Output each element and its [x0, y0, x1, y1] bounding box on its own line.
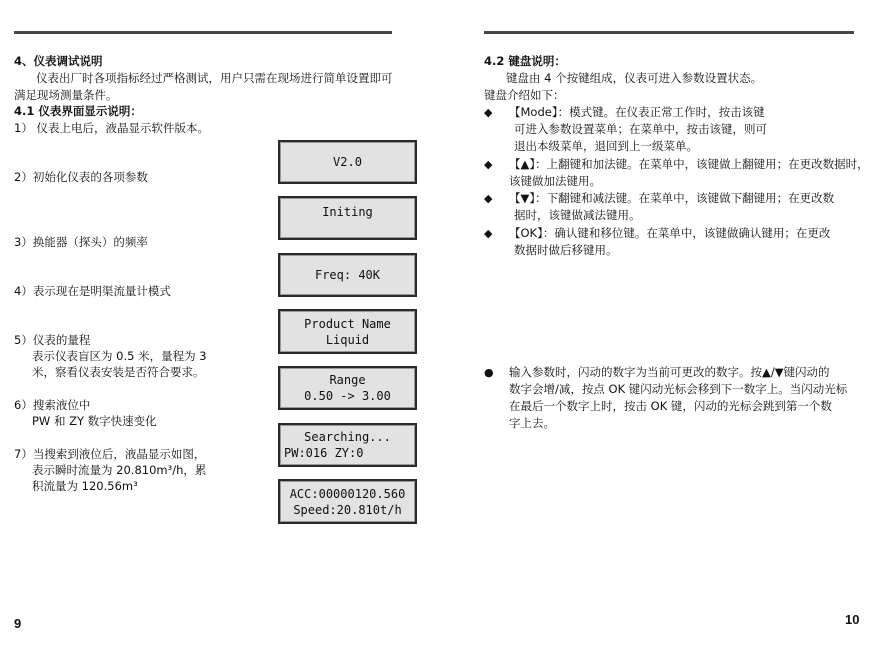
note-line-1: 输入参数时，闪动的数字为当前可更改的数字。按▲/▼键闪动的: [509, 365, 830, 379]
lcd-line: Product Name: [304, 316, 391, 331]
item-7-detail-1: 表示瞬时流量为 20.810m³/h，累: [32, 463, 207, 477]
lcd-line: 0.50 -> 3.00: [304, 389, 391, 403]
lcd-line: Initing: [322, 205, 373, 219]
right-top-rule: [484, 31, 854, 34]
lcd-line: Range: [329, 373, 366, 387]
note-line-4: 字上去。: [509, 416, 555, 430]
ok-key-line-1: 【OK】：确认键和移位键。在菜单中，该键做确认键用；在更改: [509, 226, 831, 240]
lcd-line: Searching...: [304, 430, 391, 444]
up-key-line-2: 该键做加法键用。: [509, 174, 601, 188]
intro-line-1: 仪表出厂时各项指标经过严格测试，用户只需在现场进行简单设置即可: [36, 71, 393, 85]
item-3: 3）换能器（探头）的频率: [14, 235, 148, 249]
item-5-detail-2: 米，察看仪表安装是否符合要求。: [32, 365, 205, 379]
down-key-line-2: 据时，该键做减法键用。: [514, 208, 641, 222]
item-5: 5）仪表的量程: [14, 333, 91, 347]
lcd-product-name: [278, 309, 417, 354]
page-number-left: 9: [14, 616, 22, 631]
mode-key-line-2: 可进入参数设置菜单；在菜单中，按击该键，则可: [514, 122, 767, 136]
diamond-bullet-icon: ◆: [484, 106, 493, 119]
keyboard-intro-2: 键盘介绍如下：: [484, 88, 565, 102]
mode-key-line-3: 退出本级菜单，退回到上一级菜单。: [514, 139, 698, 153]
up-key-line-1: 【▲】：上翻键和加法键。在菜单中，该键做上翻键用；在更改数据时，: [509, 157, 869, 171]
intro-line-2: 满足现场测量条件。: [14, 88, 118, 102]
item-7-detail-2: 积流量为 120.56m³: [32, 479, 138, 493]
lcd-line: ACC:00000120.560: [289, 486, 406, 501]
mode-key-line-1: 【Mode】：模式键。在仪表正常工作时，按击该键: [509, 105, 765, 119]
lcd-accumulated-flow: [278, 479, 417, 524]
lcd-line: Liquid: [325, 332, 370, 347]
page-number-right: 10: [845, 612, 860, 627]
item-6: 6）搜索液位中: [14, 398, 91, 412]
note-line-2: 数字会增/减，按点 OK 键闪动光标会移到下一数字上。当闪动光标: [509, 382, 848, 396]
keyboard-heading: 4.2 键盘说明：: [484, 54, 566, 68]
item-1: 1） 仪表上电后，液晶显示软件版本。: [14, 121, 209, 135]
lcd-version: [278, 140, 417, 184]
item-7: 7）当搜索到液位后，液晶显示如图，: [14, 447, 206, 461]
ok-key-line-2: 数据时做后移键用。: [514, 243, 618, 257]
left-top-rule: [14, 31, 392, 34]
diamond-bullet-icon: ◆: [484, 227, 493, 240]
diamond-bullet-icon: ◆: [484, 192, 493, 205]
item-5-detail-1: 表示仪表盲区为 0.5 米，量程为 3: [32, 349, 207, 363]
sub-heading: 4.1 仪表界面显示说明：: [14, 104, 142, 118]
note-line-3: 在最后一个数字上时，按击 OK 键，闪动的光标会跳到第一个数: [509, 399, 832, 413]
lcd-frequency: [278, 253, 417, 297]
item-2: 2）初始化仪表的各项参数: [14, 170, 148, 184]
item-6-detail: PW 和 ZY 数字快速变化: [32, 414, 157, 428]
circle-bullet-icon: ●: [484, 366, 494, 379]
lcd-searching: [278, 423, 417, 467]
lcd-line: PW:016 ZY:0: [284, 446, 364, 460]
item-4: 4）表示现在是明渠流量计模式: [14, 284, 171, 298]
down-key-line-1: 【▼】：下翻键和减法键。在菜单中，该键做下翻键用；在更改数: [509, 191, 835, 205]
lcd-line: V2.0: [333, 155, 362, 169]
lcd-initing: [278, 196, 417, 240]
lcd-line: Speed:20.810t/h: [293, 502, 402, 517]
section-heading: 4、仪表调试说明: [14, 54, 103, 68]
lcd-line: Freq: 40K: [314, 268, 381, 282]
keyboard-intro-1: 键盘由 4 个按键组成，仪表可进入参数设置状态。: [506, 71, 763, 85]
lcd-range: [278, 366, 417, 410]
diamond-bullet-icon: ◆: [484, 158, 493, 171]
